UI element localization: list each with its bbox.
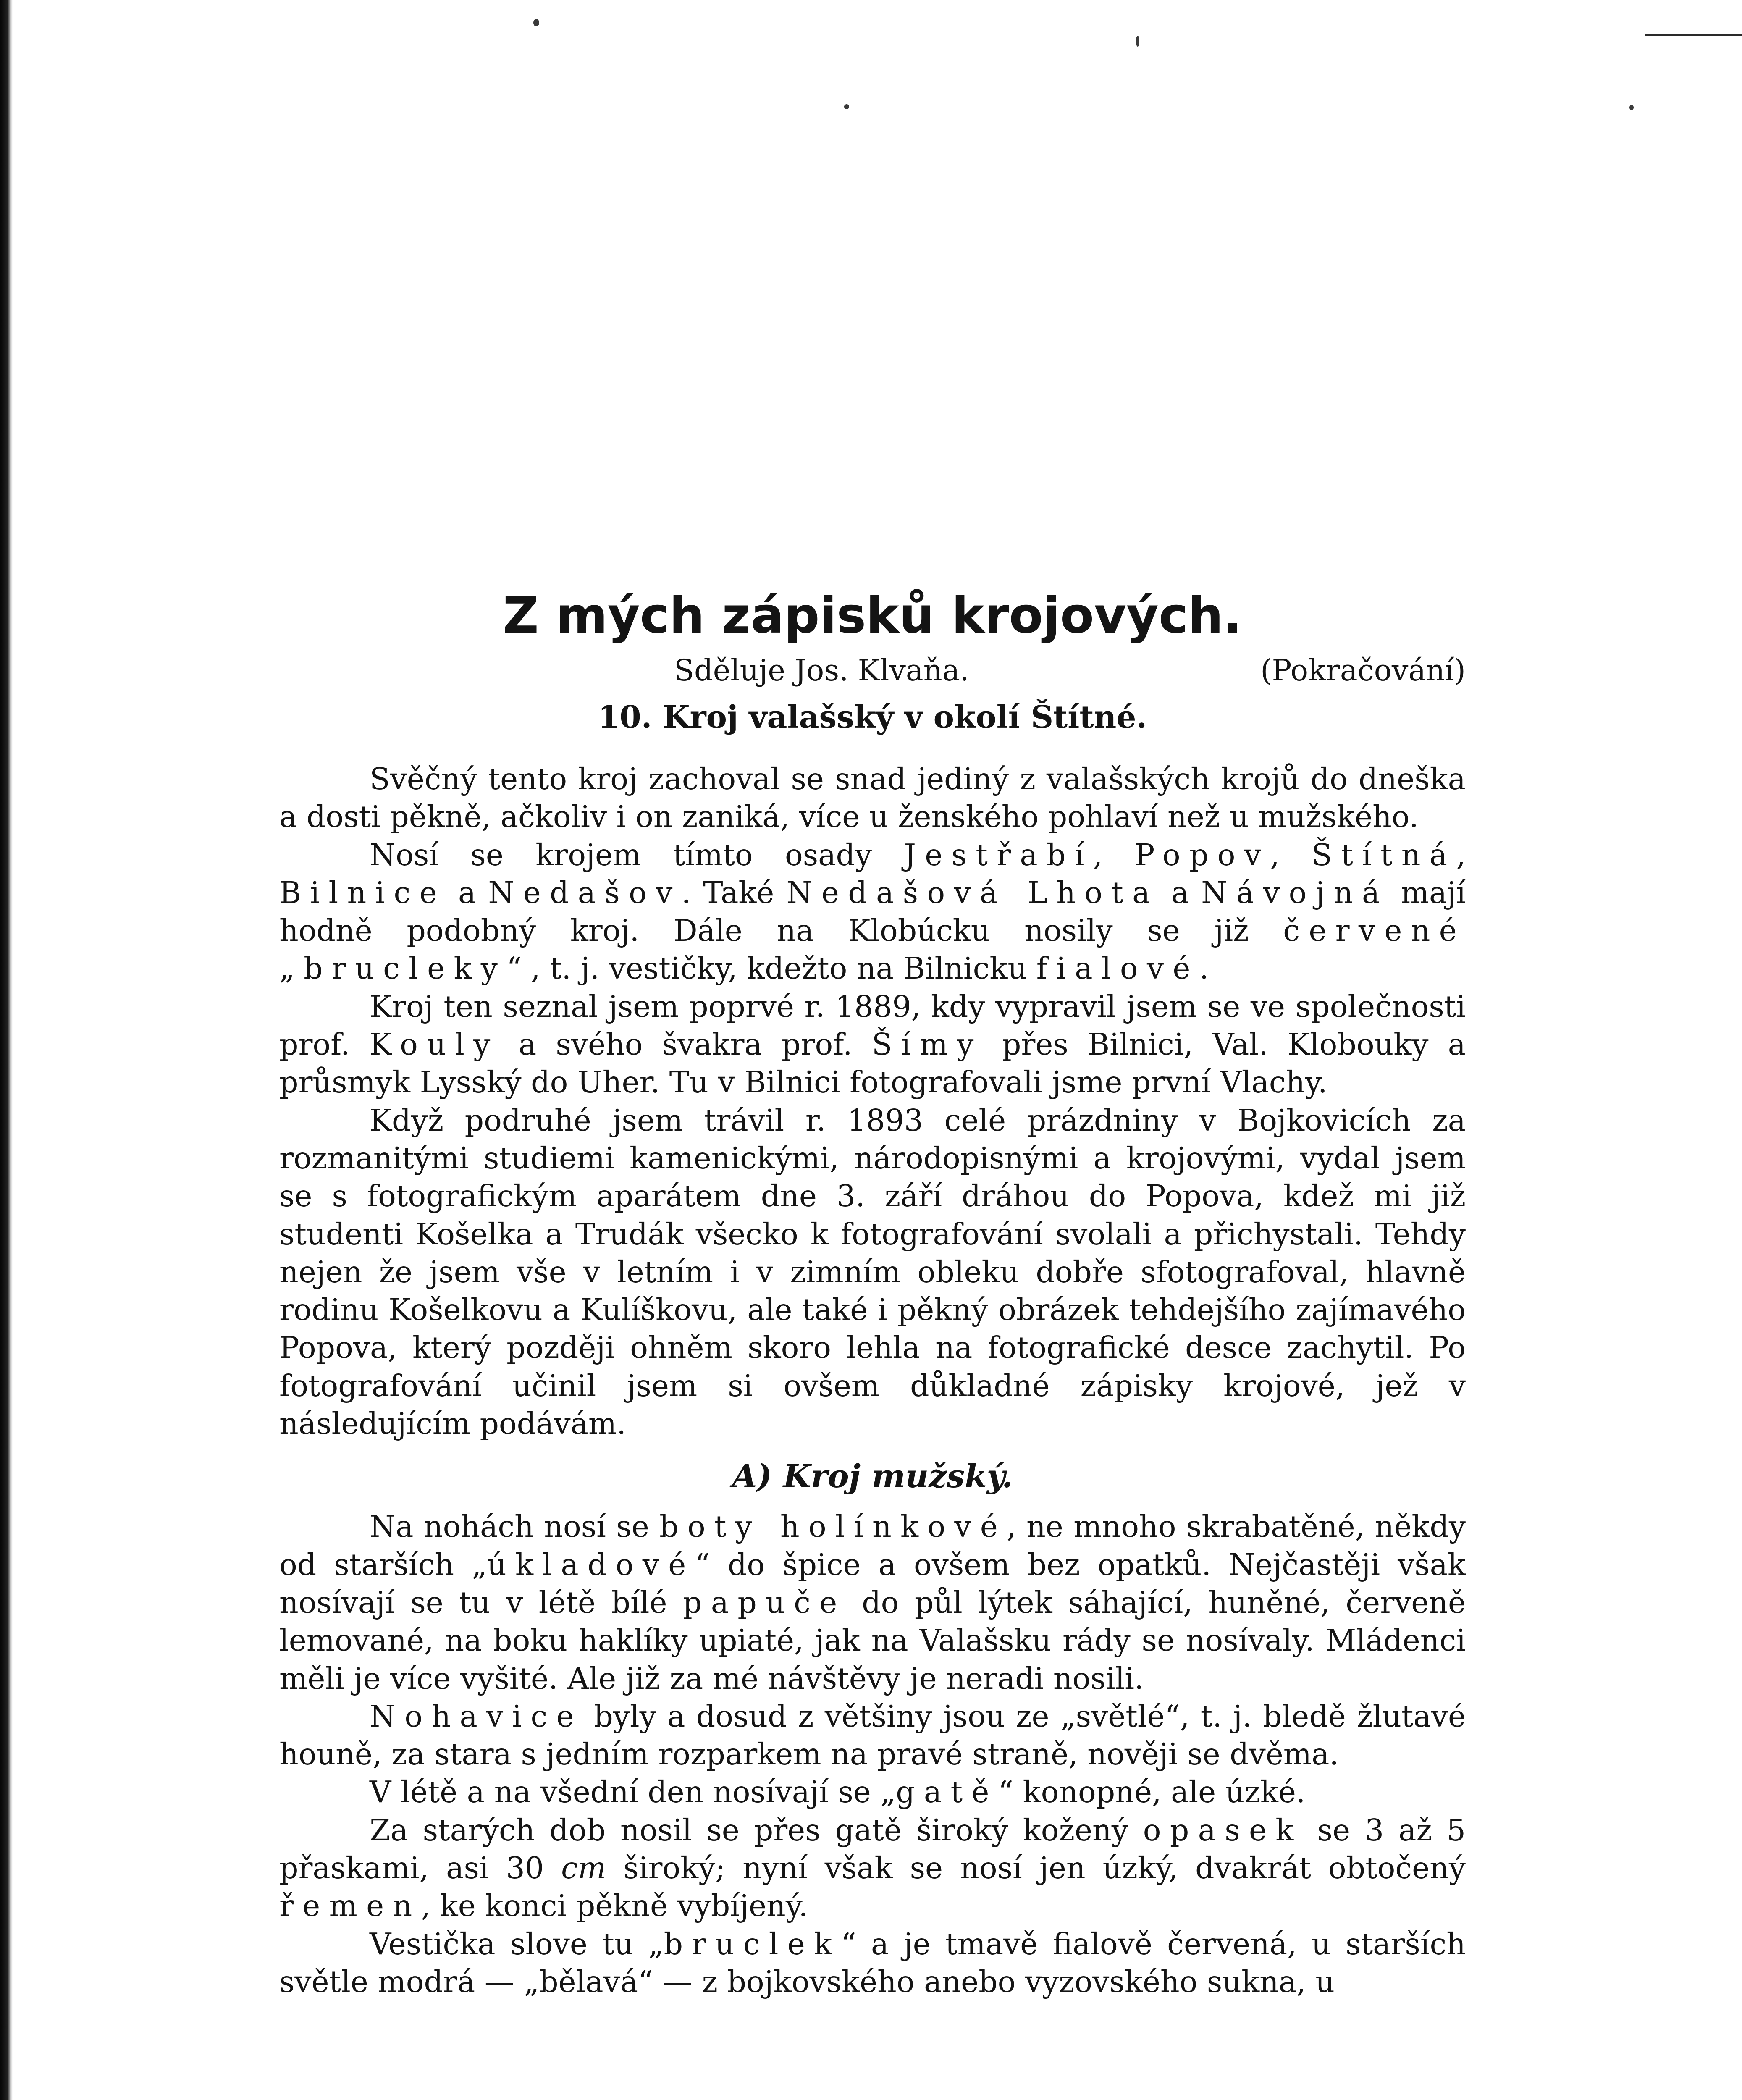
spaced-emphasis: Nedašová Lhota — [786, 875, 1159, 910]
spaced-emphasis: Nohavice — [370, 1698, 583, 1734]
text-run: , — [1270, 837, 1312, 872]
text-run: Na nohách nosí se — [370, 1509, 660, 1544]
paragraph — [279, 1925, 1466, 2001]
text-run: Za starých dob nosil se přes gatě široký kožený — [370, 1812, 1143, 1848]
paragraph — [279, 1698, 1466, 1774]
spaced-emphasis: bruclek — [664, 1926, 841, 1961]
text-run: Svěčný tento kroj zachoval se snad jediný z valašských krojů do dneška a dosti pěkně, ačkoliv i on zaniká, více u ženského pohlaví než u mužského. — [279, 761, 1466, 835]
spaced-emphasis: úkladové — [487, 1547, 695, 1582]
spaced-emphasis: Bilnice — [279, 875, 446, 910]
text-run: , — [1456, 837, 1466, 872]
paragraph — [279, 988, 1466, 1102]
text-run: “ do špice a ovšem bez opatků. Nejčastěji však nosívají se tu v létě bílé — [279, 1547, 1466, 1620]
text-run: Vestička slove tu „ — [370, 1926, 664, 1961]
subheading-mens-costume: A) Kroj mužský. — [732, 1457, 1013, 1495]
text-run: . Také — [681, 875, 787, 910]
spaced-emphasis: Nedašov — [488, 875, 682, 910]
text-run: a svého švakra prof. — [499, 1027, 872, 1062]
spaced-emphasis: Kouly — [369, 1027, 499, 1062]
text-run: “ a je tmavě fialově červená, u starších světle modrá — „bělavá“ — z bojkovského anebo vyzovského sukna, u — [279, 1926, 1466, 1999]
spaced-emphasis: gatě — [896, 1774, 998, 1810]
paragraph — [279, 1811, 1466, 1925]
article-column — [279, 584, 1466, 2001]
continuation-note: (Pokračování) — [1260, 653, 1466, 688]
text-run: , ne mnoho skrabatěné, někdy od starších „ — [279, 1509, 1466, 1582]
text-run: do půl lýtek sáhající, huněné, červeně lemované, na boku haklíky upiaté, jak na Valašsku rády se nosívaly. Mládenci měli je více vyšité. Ale již za mé návštěvy je neradi nosili. — [279, 1585, 1466, 1696]
spaced-emphasis: boty holínkové — [659, 1509, 1007, 1544]
scan-speck — [1629, 105, 1634, 110]
author-byline: Sděluje Jos. Klvaňa. — [674, 653, 969, 688]
article-title: Z mých zápisků krojových. — [503, 586, 1242, 644]
scan-speck — [1136, 36, 1139, 47]
paragraph — [279, 760, 1466, 836]
text-run: V létě a na všední den nosívají se „ — [370, 1774, 896, 1810]
text-run: , — [1093, 837, 1135, 872]
spaced-emphasis: Šímy — [871, 1027, 983, 1062]
spaced-emphasis: Popov — [1134, 837, 1270, 872]
text-run: byly a dosud z většiny jsou ze „světlé“, t. j. bledě žlutavé houně, za stara s jedním rozparkem na pravé straně, nověji se dvěma. — [279, 1698, 1466, 1772]
spaced-emphasis: řemen — [279, 1888, 421, 1924]
paragraph — [279, 1773, 1466, 1811]
paragraph — [279, 836, 1466, 988]
text-run: . — [1199, 951, 1209, 986]
section-heading: 10. Kroj valašský v okolí Štítné. — [598, 699, 1147, 735]
text-run: se 3 až 5 přaskami, asi 30 — [279, 1812, 1466, 1886]
scan-speck — [844, 104, 849, 109]
spaced-emphasis: Návojná — [1201, 875, 1389, 910]
text-run: , t. j. vestičky, kdežto na Bilnicku — [530, 951, 1036, 986]
spaced-emphasis: červené „brucleky“ — [279, 913, 1466, 986]
scan-speck — [533, 19, 539, 26]
paragraph — [279, 1508, 1466, 1697]
text-run: a — [446, 875, 488, 910]
text-run: “ konopné, ale úzké. — [998, 1774, 1306, 1810]
spaced-emphasis: papuče — [683, 1585, 846, 1620]
spaced-emphasis: opasek — [1143, 1812, 1303, 1848]
scan-binding-edge — [0, 0, 13, 2100]
spaced-emphasis: fialové — [1036, 951, 1199, 986]
text-run: a — [1159, 875, 1202, 910]
italic-emphasis: cm — [561, 1851, 606, 1886]
spaced-emphasis: Jestřabí — [904, 837, 1093, 872]
mens-costume-text — [279, 1508, 1466, 2001]
scan-corner-mark — [1645, 0, 1742, 36]
text-run: mají hodně podobný kroj. Dále na Klobúcku nosily se již — [279, 875, 1466, 948]
text-run: , ke konci pěkně vybíjený. — [421, 1888, 808, 1924]
spaced-emphasis: Štítná — [1312, 837, 1456, 872]
text-run: široký; nyní však se nosí jen úzký, dvakrát obtočený — [606, 1851, 1466, 1886]
text-run: Kroj ten seznal jsem poprvé r. 1889, kdy vypravil jsem se ve společnosti prof. — [279, 989, 1466, 1062]
text-run: přes Bilnici, Val. Klobouky a průsmyk Lysský do Uher. Tu v Bilnici fotografovali jsme první Vlachy. — [279, 1027, 1466, 1100]
text-run: Když podruhé jsem trávil r. 1893 celé prázdniny v Bojkovicích za rozmanitými studiemi kamenickými, národopisnými a krojovými, vydal jsem se s fotografickým aparátem dne 3. září dráhou do Popova, kdež mi již studenti Košelka a Trudák všecko k fotografování svolali a přichystali. Tehdy nejen že jsem vše v letním i v zimním obleku dobře sfotografoval, hlavně rodinu Košelkovu a Kulíškovu, ale také i pěkný obrázek tehdejšího zajímavého Popova, který později ohněm skoro lehla na fotografické desce zachytil. Po fotografování učinil jsem si ovšem důkladné zápisky krojové, jež v následujícím podávám. — [279, 1102, 1466, 1441]
text-run: Nosí se krojem tímto osady — [370, 837, 904, 872]
byline-row — [279, 647, 1466, 694]
paragraph — [279, 1102, 1466, 1443]
intro-text — [279, 760, 1466, 1443]
